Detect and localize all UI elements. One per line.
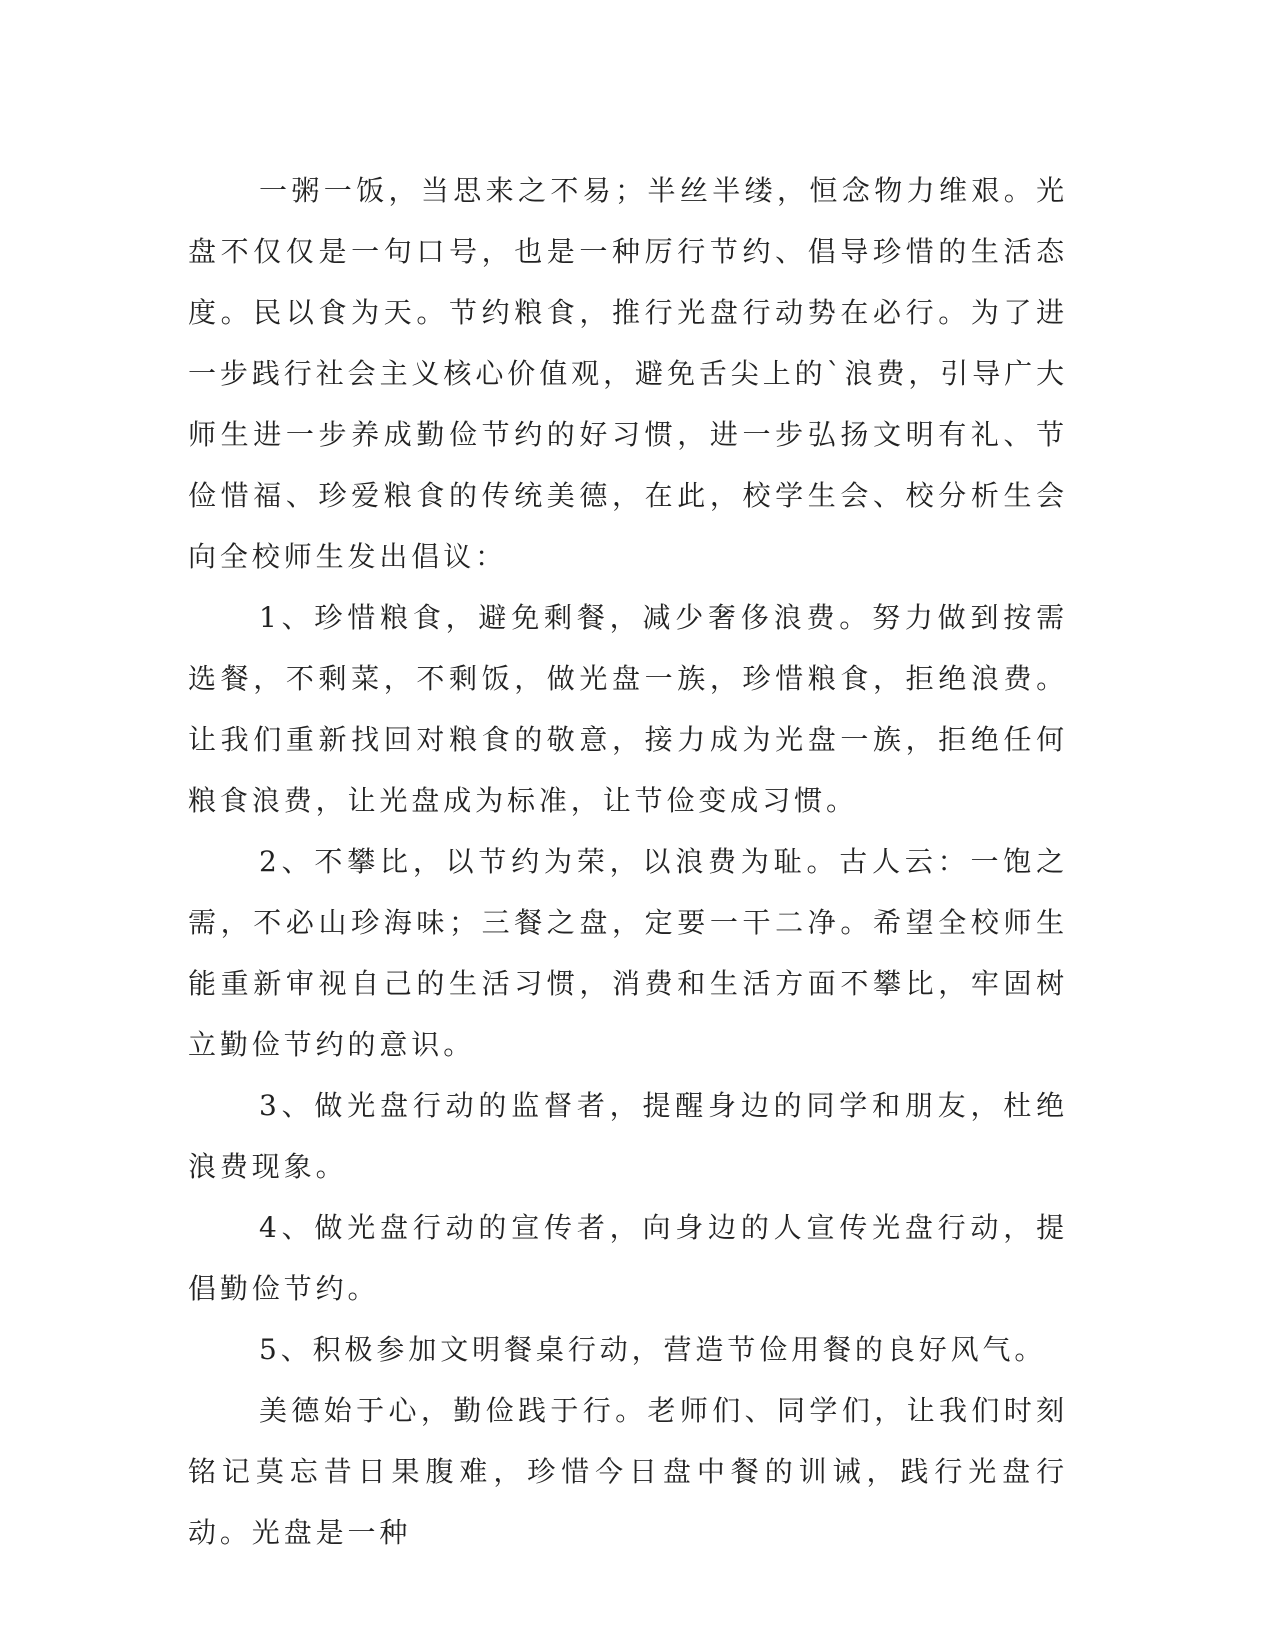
intro-paragraph: 一粥一饭，当思来之不易；半丝半缕，恒念物力维艰。光盘不仅仅是一句口号，也是一种厉行节约、倡导珍惜的生活态度。民以食为天。节约粮食，推行光盘行动势在必行。为了进一步践行社会主义核心价值观，避免舌尖上的`浪费，引导广大师生进一步养成勤俭节约的好习惯，进一步弘扬文明有礼、节俭惜福、珍爱粮食的传统美德，在此，校学生会、校分析生会向全校师生发出倡议： [188,174,1068,573]
proposal-item-4: 4、做光盘行动的宣传者，向身边的人宣传光盘行动，提倡勤俭节约。 [188,1211,1068,1305]
proposal-item-1: 1、珍惜粮食，避免剩餐，减少奢侈浪费。努力做到按需选餐，不剩菜，不剩饭，做光盘一族，珍惜粮食，拒绝浪费。让我们重新找回对粮食的敬意，接力成为光盘一族，拒绝任何粮食浪费，让光盘成为标准，让节俭变成习惯。 [188,601,1068,817]
proposal-item-3: 3、做光盘行动的监督者，提醒身边的同学和朋友，杜绝浪费现象。 [188,1089,1068,1183]
closing-paragraph: 美德始于心，勤俭践于行。老师们、同学们，让我们时刻铭记莫忘昔日果腹难，珍惜今日盘中餐的训诫，践行光盘行动。光盘是一种 [188,1394,1068,1549]
proposal-item-5: 5、积极参加文明餐桌行动，营造节俭用餐的良好风气。 [259,1333,1047,1366]
proposal-item-2: 2、不攀比，以节约为荣，以浪费为耻。古人云：一饱之需，不必山珍海味；三餐之盘，定要一干二净。希望全校师生能重新审视自己的生活习惯，消费和生活方面不攀比，牢固树立勤俭节约的意识。 [188,845,1068,1061]
document-body [188,160,1068,1563]
